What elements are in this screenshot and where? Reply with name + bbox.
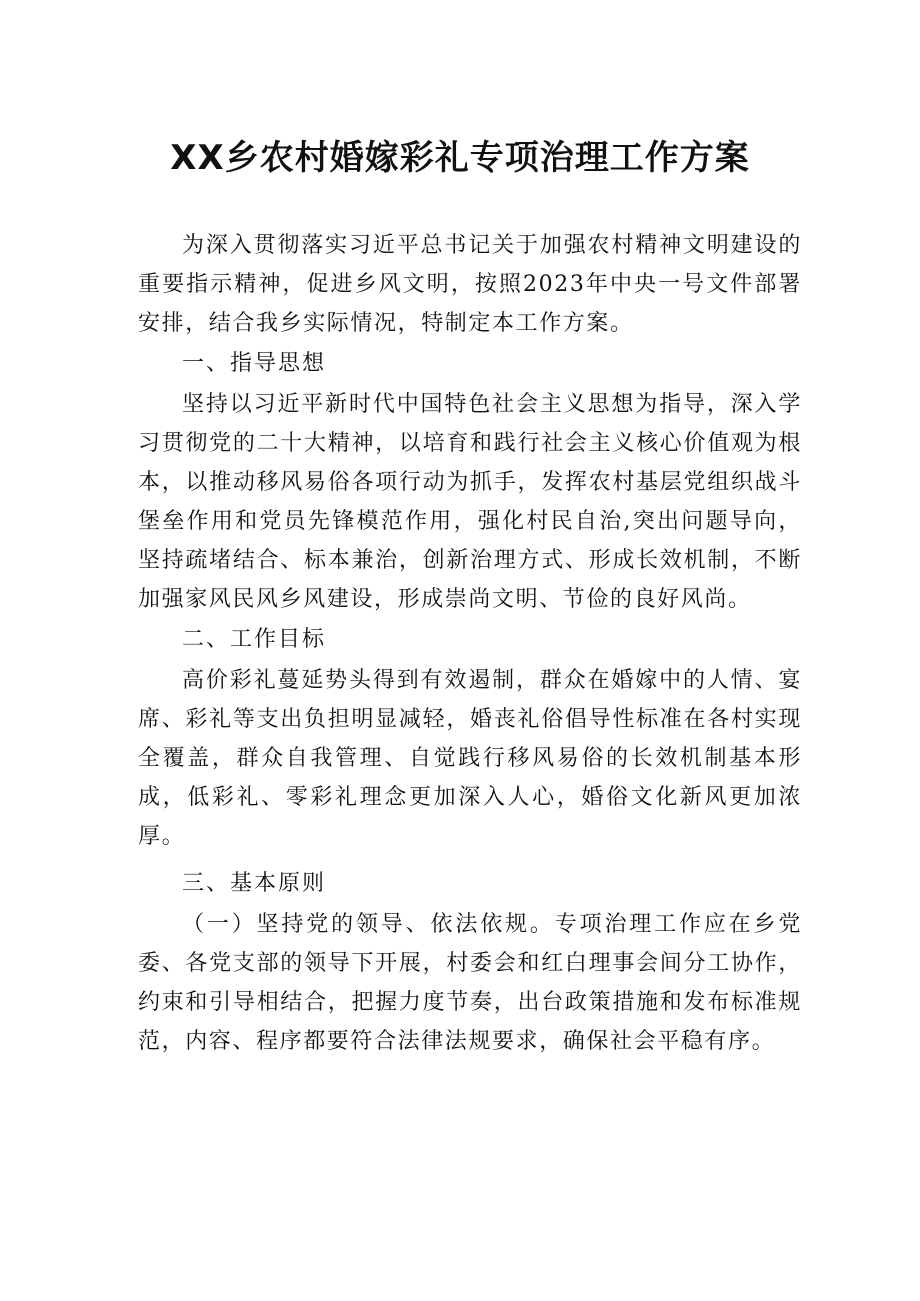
intro-paragraph: 为深入贯彻落实习近平总书记关于加强农村精神文明建设的重要指示精神，促进乡风文明，按照2023年中央一号文件部署安排，结合我乡实际情况，特制定本工作方案。 [138,233,802,336]
section-heading-basic-principles: 三、基本原则 [182,871,327,896]
section-heading-work-goals: 二、工作目标 [182,627,327,652]
section-paragraph-principle-1: （一）坚持党的领导、依法依规。专项治理工作应在乡党委、各党支部的领导下开展，村委会和红白理事会间分工协作，约束和引导相结合，把握力度节奏，出台政策措施和发布标准规范，内容、程序都要符合法律法规要求，确保社会平稳有序。 [138,912,802,1054]
document-body [138,226,802,1061]
section-heading-guiding-ideology: 一、指导思想 [182,351,327,376]
section-paragraph-work-goals: 高价彩礼蔓延势头得到有效遏制，群众在婚嫁中的人情、宴席、彩礼等支出负担明显减轻，婚丧礼俗倡导性标准在各村实现全覆盖，群众自我管理、自觉践行移风易俗的长效机制基本形成，低彩礼、零彩礼理念更加深入人心，婚俗文化新风更加浓厚。 [138,668,802,849]
document-title: XX乡农村婚嫁彩礼专项治理工作方案 [170,138,750,178]
section-paragraph-guiding-ideology: 坚持以习近平新时代中国特色社会主义思想为指导，深入学习贯彻党的二十大精神，以培育和践行社会主义核心价值观为根本，以推动移风易俗各项行动为抓手，发挥农村基层党组织战斗堡垒作用和党员先锋模范作用，强化村民自治,突出问题导向，坚持疏堵结合、标本兼治，创新治理方式、形成长效机制，不断加强家风民风乡风建设，形成崇尚文明、节俭的良好风尚。 [138,392,802,612]
